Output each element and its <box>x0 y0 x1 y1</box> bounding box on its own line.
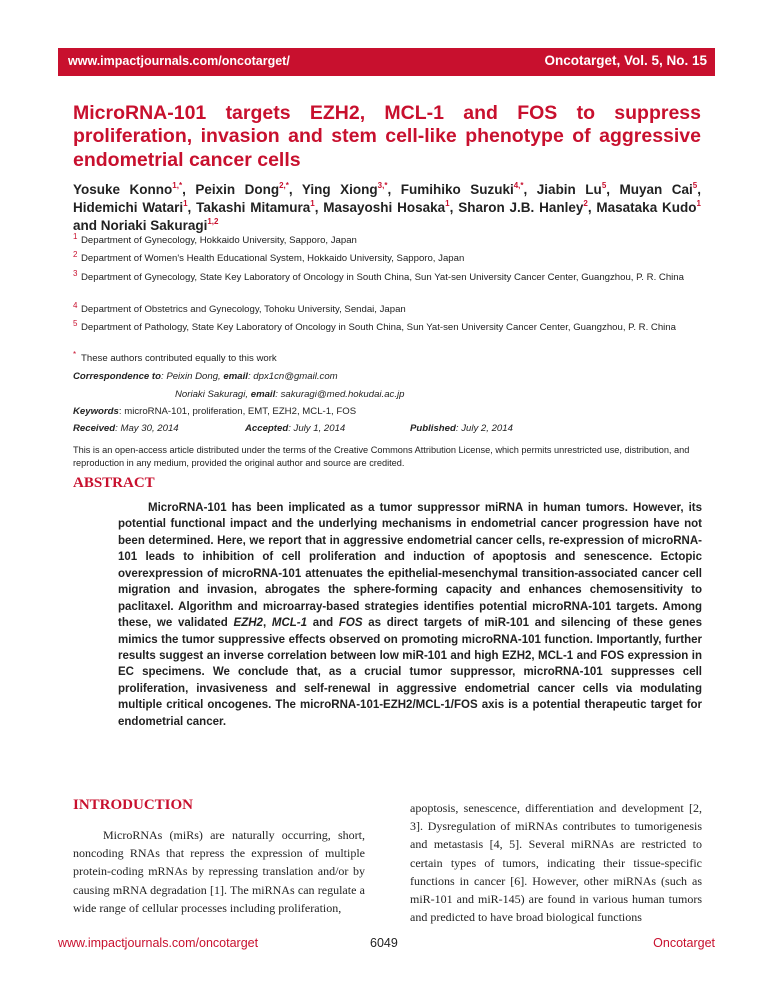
correspondence-label: Correspondence to <box>73 371 161 382</box>
affiliation-text: These authors contributed equally to this work <box>81 353 277 364</box>
author-name: Jiabin Lu <box>536 182 602 197</box>
abstract-part1: MicroRNA-101 has been implicated as a tumor suppressor miRNA in human tumors. However, its potential functional impact and the underlying mechanisms in endometrial cancer progression have not been determined. Here, we report that in aggressive endometrial cancer cells, re-expression of microRNA-101 leads to inhibition of cell proliferation and induction of apoptosis and senescence. Ectopic overexpression of microRNA-101 attenuates the epithelial-mesenchymal transition-associated cancer cell migration and invasion, abrogates the sphere-forming capacity and enhances chemosensitivity to paclitaxel. Algorithm and microarray-based strategies identifies potential microRNA-101 targets. Among these, we validated <box>118 502 702 630</box>
affiliation-item <box>73 352 701 366</box>
affiliation-item <box>73 234 701 248</box>
accepted-value: July 1, 2014 <box>293 423 346 434</box>
accepted-date: Accepted: July 1, 2014 <box>245 423 346 434</box>
affiliation-text: Department of Obstetrics and Gynecology, Tohoku University, Sendai, Japan <box>81 304 406 315</box>
gene-name: EZH2 <box>233 617 263 630</box>
affiliation-item <box>73 271 701 285</box>
email-link[interactable]: sakuragi@med.hokudai.ac.jp <box>280 389 405 400</box>
license-note: This is an open-access article distributed under the terms of the Creative Commons Attribution License, which permits unrestricted use, distribution, and reproduction in any medium, provided the original author and source are credited. <box>73 445 690 469</box>
keywords-label: Keywords <box>73 406 119 417</box>
correspondence-line: Correspondence to: Peixin Dong, email: dpx1cn@gmail.com <box>73 371 338 382</box>
gene-name: MCL-1 <box>271 617 307 630</box>
email-label: email <box>250 389 276 400</box>
abstract-part2: as direct targets of miR-101 and silencing of these genes mimics the tumor suppressive effects observed on promoting microRNA-101 function. Importantly, further results suggest an inverse correlation between low miR-101 and high EZH2, MCL-1 and FOS expression in EC specimens. We conclude that, as a crucial tumor suppressor, microRNA-101 suppresses cell proliferation, invasiveness and self-renewal in aggressive endometrial cancer cells via modulating multiple critical oncogenes. The microRNA-101-EZH2/MCL-1/FOS axis is a potential therapeutic target for endometrial cancer. <box>118 617 702 728</box>
author-name: Muyan Cai <box>619 182 693 197</box>
affiliation-number: 1 <box>73 232 78 241</box>
author-name: Masataka Kudo <box>596 199 697 215</box>
correspondence-name: Noriaki Sakuragi <box>175 389 246 400</box>
author-affiliation-mark: 3,* <box>377 181 388 190</box>
affiliation-number: 4 <box>73 301 78 310</box>
author-affiliation-mark: 5 <box>601 181 607 190</box>
affiliation-text: Department of Women's Health Educational System, Hokkaido University, Sapporo, Japan <box>81 253 465 264</box>
published-date: Published: July 2, 2014 <box>410 423 513 434</box>
correspondence-line: Noriaki Sakuragi, email: sakuragi@med.hokudai.ac.jp <box>175 389 405 400</box>
keywords-value: microRNA-101, proliferation, EMT, EZH2, MCL-1, FOS <box>124 406 357 417</box>
author-affiliation-mark: 1 <box>183 198 188 208</box>
author-name: Yosuke Konno <box>73 182 173 197</box>
affiliation-text: Department of Gynecology, State Key Laboratory of Oncology in South China, Sun Yat-sen University Cancer Center, Guangzhou, P. R. China <box>81 272 684 283</box>
author-name: Hidemichi Watari <box>73 199 184 215</box>
footer-url-link[interactable]: www.impactjournals.com/oncotarget <box>58 936 259 950</box>
author-conjunction: and <box>73 217 98 233</box>
author-affiliation-mark: 4,* <box>513 181 524 190</box>
introduction-left-column: MicroRNAs (miRs) are naturally occurring, short, noncoding RNAs that repress the expression of multiple protein-coding mRNAs by repressing translation and/or by causing mRNA degradation [1]. The miRNAs can regulate a wide range of cellular processes including proliferation, <box>73 828 365 915</box>
journal-citation: Oncotarget, Vol. 5, No. 15 <box>544 53 707 68</box>
affiliation-item <box>73 321 701 335</box>
author-name: Peixin Dong <box>195 182 280 197</box>
received-label: Received <box>73 423 116 434</box>
introduction-heading: INTRODUCTION <box>73 797 194 813</box>
author-affiliation-mark: 2 <box>583 198 588 208</box>
author-name: Sharon J.B. Hanley <box>458 199 584 215</box>
keywords-line: Keywords: microRNA-101, proliferation, EMT, EZH2, MCL-1, FOS <box>73 406 357 417</box>
affiliation-number: * <box>73 350 77 359</box>
journal-url-link[interactable]: www.impactjournals.com/oncotarget/ <box>68 54 290 68</box>
author-name: Ying Xiong <box>301 182 378 197</box>
affiliation-number: 2 <box>73 250 78 259</box>
page-number: 6049 <box>370 936 398 950</box>
affiliation-number: 5 <box>73 319 78 328</box>
received-date: Received: May 30, 2014 <box>73 423 179 434</box>
abstract-separator: , <box>262 617 267 630</box>
author-affiliation-mark: 1,* <box>172 181 183 190</box>
published-label: Published <box>410 423 456 434</box>
affiliation-item <box>73 303 701 317</box>
correspondence-name: Peixin Dong <box>166 371 219 382</box>
affiliation-text: Department of Pathology, State Key Laboratory of Oncology in South China, Sun Yat-sen University Cancer Center, Guangzhou, P. R. China <box>81 322 676 333</box>
author-affiliation-mark: 1 <box>696 198 701 208</box>
author-name: Noriaki Sakuragi <box>100 217 208 233</box>
article-title: MicroRNA-101 targets EZH2, MCL-1 and FOS to suppress proliferation, invasion and stem cell-like phenotype of aggressive endometrial cancer cells <box>73 102 701 171</box>
author-list: Yosuke Konno$^{1,*}$, Peixin Dong$^{2,*}$, Ying Xiong$^{3,*}$, Fumihiko Suzuki$^{4,*}$, Jiabin Lu$^5$, Muyan Cai$^5$, Hidemichi Watari$^1$, Takashi Mitamura$^1$, Masayoshi Hosaka$^1$, Sharon J.B. Hanley$^2$, Masataka Kudo$^1$ and Noriaki Sakuragi$^{1,2}$ <box>73 181 702 233</box>
author-affiliation-mark: 5 <box>692 181 698 190</box>
affiliation-item <box>73 252 701 266</box>
abstract-conjunction: and <box>312 617 334 630</box>
accepted-label: Accepted <box>245 423 289 434</box>
author-affiliation-mark: 1,2 <box>207 216 219 226</box>
author-name: Fumihiko Suzuki <box>400 182 514 197</box>
email-link[interactable]: dpx1cn@gmail.com <box>253 371 338 382</box>
journal-header-bar <box>58 48 715 76</box>
author-name: Takashi Mitamura <box>196 199 311 215</box>
author-affiliation-mark: 2,* <box>279 181 289 190</box>
affiliation-text: Department of Gynecology, Hokkaido University, Sapporo, Japan <box>81 235 357 246</box>
received-value: May 30, 2014 <box>120 423 179 434</box>
author-name: Masayoshi Hosaka <box>323 199 446 215</box>
affiliation-number: 3 <box>73 269 78 278</box>
author-affiliation-mark: 1 <box>445 198 450 208</box>
email-label: email <box>223 371 248 382</box>
introduction-right-column: apoptosis, senescence, differentiation and development [2, 3]. Dysregulation of miRNAs contributes to tumorigenesis and metastasis [4, 5]. Several miRNAs are restricted to certain types of tumors, indicating their tissue-specific functions in cancer [6]. However, other miRNAs (such as miR-101 and miR-145) are found in various human tumors and predicted to have broad biological functions <box>410 801 702 925</box>
author-affiliation-mark: 1 <box>310 198 315 208</box>
footer-journal: Oncotarget <box>653 936 715 950</box>
gene-name: FOS <box>338 617 363 630</box>
abstract-text <box>118 500 702 730</box>
abstract-heading: ABSTRACT <box>73 475 155 491</box>
published-value: July 2, 2014 <box>461 423 513 434</box>
